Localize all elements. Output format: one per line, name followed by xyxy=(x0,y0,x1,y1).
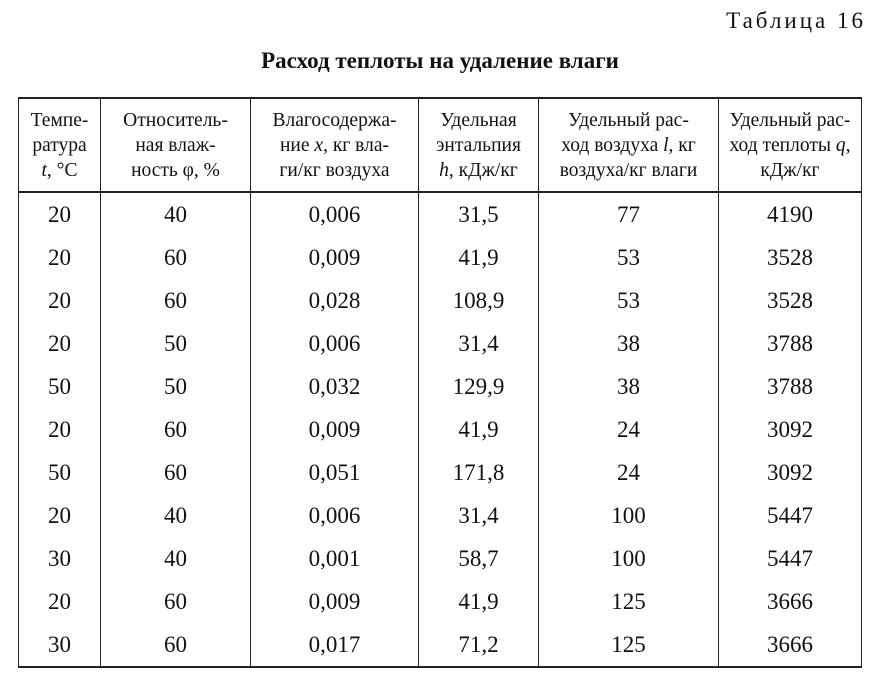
cell-moisture-content: 0,009 xyxy=(251,580,419,623)
cell-heat-consumption: 3788 xyxy=(719,365,862,408)
cell-moisture-content: 0,009 xyxy=(251,408,419,451)
cell-enthalpy: 71,2 xyxy=(419,623,539,667)
cell-humidity: 60 xyxy=(101,279,251,322)
header-line: Влагосодержа- xyxy=(272,109,397,131)
table-row xyxy=(19,623,862,667)
cell-air-consumption: 53 xyxy=(539,236,719,279)
cell-air-consumption: 125 xyxy=(539,580,719,623)
cell-temperature: 50 xyxy=(19,365,101,408)
cell-enthalpy: 129,9 xyxy=(419,365,539,408)
cell-moisture-content: 0,051 xyxy=(251,451,419,494)
cell-enthalpy: 31,5 xyxy=(419,192,539,236)
cell-humidity: 50 xyxy=(101,365,251,408)
cell-humidity: 60 xyxy=(101,408,251,451)
cell-air-consumption: 125 xyxy=(539,623,719,667)
cell-temperature: 20 xyxy=(19,192,101,236)
cell-heat-consumption: 3528 xyxy=(719,236,862,279)
header-row xyxy=(19,98,862,192)
header-specific-heat-consumption xyxy=(719,98,862,192)
header-line: h, кДж/кг xyxy=(439,159,518,181)
cell-humidity: 60 xyxy=(101,236,251,279)
header-line: ние x, кг вла- xyxy=(280,134,389,156)
header-line: Относитель- xyxy=(123,109,228,131)
cell-enthalpy: 41,9 xyxy=(419,580,539,623)
cell-humidity: 60 xyxy=(101,451,251,494)
cell-heat-consumption: 3528 xyxy=(719,279,862,322)
cell-enthalpy: 41,9 xyxy=(419,236,539,279)
table-row xyxy=(19,537,862,580)
header-line: Удельный рас- xyxy=(568,109,689,131)
cell-humidity: 40 xyxy=(101,537,251,580)
cell-moisture-content: 0,017 xyxy=(251,623,419,667)
cell-air-consumption: 100 xyxy=(539,494,719,537)
table-row xyxy=(19,322,862,365)
cell-temperature: 20 xyxy=(19,580,101,623)
header-moisture-content xyxy=(251,98,419,192)
cell-enthalpy: 31,4 xyxy=(419,322,539,365)
cell-humidity: 60 xyxy=(101,623,251,667)
cell-humidity: 50 xyxy=(101,322,251,365)
table-title: Расход теплоты на удаление влаги xyxy=(261,48,619,73)
cell-humidity: 60 xyxy=(101,580,251,623)
header-line: ность φ, % xyxy=(131,159,220,181)
table-row xyxy=(19,365,862,408)
cell-enthalpy: 171,8 xyxy=(419,451,539,494)
cell-air-consumption: 53 xyxy=(539,279,719,322)
cell-enthalpy: 31,4 xyxy=(419,494,539,537)
cell-temperature: 20 xyxy=(19,236,101,279)
cell-moisture-content: 0,006 xyxy=(251,322,419,365)
cell-heat-consumption: 3092 xyxy=(719,408,862,451)
cell-heat-consumption: 3788 xyxy=(719,322,862,365)
header-line: Удельная xyxy=(440,109,517,131)
cell-air-consumption: 77 xyxy=(539,192,719,236)
cell-air-consumption: 100 xyxy=(539,537,719,580)
header-line: энтальпия xyxy=(436,134,521,156)
cell-air-consumption: 38 xyxy=(539,322,719,365)
heat-consumption-table xyxy=(18,97,862,668)
table-row xyxy=(19,192,862,236)
header-line: ная влаж- xyxy=(135,134,216,156)
cell-temperature: 20 xyxy=(19,494,101,537)
table-row xyxy=(19,580,862,623)
table-row xyxy=(19,451,862,494)
cell-heat-consumption: 3666 xyxy=(719,623,862,667)
header-temperature xyxy=(19,98,101,192)
table-row xyxy=(19,279,862,322)
header-line: Удельный рас- xyxy=(729,109,851,131)
header-specific-enthalpy xyxy=(419,98,539,192)
cell-heat-consumption: 4190 xyxy=(719,192,862,236)
header-line: t, °C xyxy=(41,159,78,181)
cell-heat-consumption: 3092 xyxy=(719,451,862,494)
header-relative-humidity xyxy=(101,98,251,192)
cell-temperature: 20 xyxy=(19,408,101,451)
cell-temperature: 30 xyxy=(19,537,101,580)
cell-enthalpy: 41,9 xyxy=(419,408,539,451)
cell-humidity: 40 xyxy=(101,494,251,537)
header-line: ратура xyxy=(32,134,87,156)
table-row xyxy=(19,236,862,279)
cell-enthalpy: 108,9 xyxy=(419,279,539,322)
cell-temperature: 30 xyxy=(19,623,101,667)
cell-moisture-content: 0,006 xyxy=(251,494,419,537)
cell-heat-consumption: 5447 xyxy=(719,537,862,580)
cell-moisture-content: 0,009 xyxy=(251,236,419,279)
cell-heat-consumption: 5447 xyxy=(719,494,862,537)
cell-moisture-content: 0,001 xyxy=(251,537,419,580)
cell-moisture-content: 0,028 xyxy=(251,279,419,322)
cell-air-consumption: 24 xyxy=(539,451,719,494)
cell-moisture-content: 0,032 xyxy=(251,365,419,408)
cell-humidity: 40 xyxy=(101,192,251,236)
cell-enthalpy: 58,7 xyxy=(419,537,539,580)
cell-moisture-content: 0,006 xyxy=(251,192,419,236)
header-line: ход теплоты q, xyxy=(729,134,851,156)
table-row xyxy=(19,408,862,451)
header-specific-air-consumption xyxy=(539,98,719,192)
cell-heat-consumption: 3666 xyxy=(719,580,862,623)
table-number-label: Таблица 16 xyxy=(726,8,866,33)
header-line: Темпе- xyxy=(30,109,89,131)
header-line: кДж/кг xyxy=(760,159,820,181)
cell-temperature: 20 xyxy=(19,279,101,322)
cell-temperature: 20 xyxy=(19,322,101,365)
header-line: ги/кг воздуха xyxy=(279,159,390,181)
table-row xyxy=(19,494,862,537)
cell-air-consumption: 24 xyxy=(539,408,719,451)
cell-temperature: 50 xyxy=(19,451,101,494)
header-line: воздуха/кг влаги xyxy=(559,159,698,181)
cell-air-consumption: 38 xyxy=(539,365,719,408)
header-line: ход воздуха l, кг xyxy=(561,134,696,156)
